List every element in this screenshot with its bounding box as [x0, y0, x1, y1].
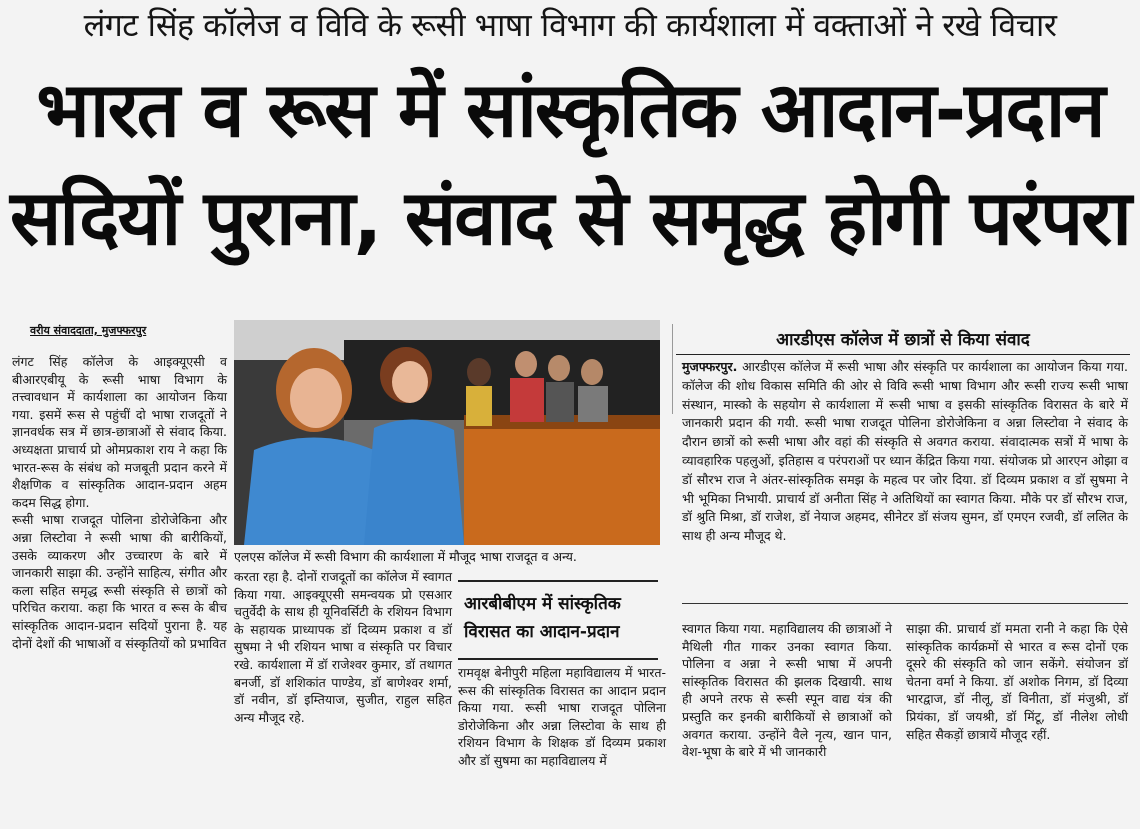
byline: वरीय संवाददाता, मुजफ्फरपुर: [30, 324, 147, 337]
section-divider: [682, 603, 1128, 604]
paragraph: करता रहा है. दोनों राजदूतों का कॉलेज में स्वागत किया गया. आइक्यूएसी समन्वयक प्रो एसआर चतुर्वेदी के साथ ही यूनिवर्सिटी के रशियन विभाग के सहायक प्राध्यापक डॉ दिव्यम प्रकाश व डॉ सुषमा ने भी रशियन भाषा व संस्कृति पर विचार रखे. कार्यशाला में डॉ राजेश्वर कुमार, डॉ तथागत बनर्जी, डॉ शशिकांत पाण्डेय, डॉ बाणेश्वर शर्मा, डॉ नवीन, डॉ इम्तियाज, सुजीत, राहुल सहित अन्य मौजूद रहे.: [234, 569, 452, 725]
kicker-headline: लंगट सिंह कॉलेज व विवि के रूसी भाषा विभाग की कार्यशाला में वक्ताओं ने रखे विचार: [83, 6, 1057, 44]
paragraph: साझा की. प्राचार्य डॉ ममता रानी ने कहा कि ऐसे सांस्कृतिक कार्यक्रमों से भारत व रूस दोनों एक दूसरे की संस्कृति को जान सकेंगे. संयोजन डॉ चेतना वर्मा ने किया. डॉ अशोक निगम, डॉ दिव्या भारद्वाज, डॉ नीलू, डॉ विनीता, डॉ मंजुश्री, डॉ प्रियंका, डॉ जयश्री, डॉ मिंटू, डॉ नीलेश लोधी सहित सैकड़ों छात्रायें मौजूद रहीं.: [906, 621, 1128, 742]
article-column-1: [12, 353, 227, 652]
side-story-body: [682, 358, 1128, 546]
news-photo: [234, 320, 660, 545]
article-column-3: [458, 664, 666, 770]
paragraph: आरडीएस कॉलेज में रूसी भाषा और संस्कृति पर कार्यशाला का आयोजन किया गया. कॉलेज की शोध विकास समिति की ओर से विवि रूसी भाषा विभाग और रूसी राज्य रूसी भाषा संस्थान, मास्को के सहयोग से कार्यशाला में रूसी भाषा व इसकी सांस्कृतिक विरासत के बारे में जानकारी प्रदान की गयी. रूसी भाषा राजदूत पोलिना डोरोजेकिना व अन्ना लिस्टोवा ने संवाद के दौरान छात्रों को रूसी भाषा और वहां की संस्कृति से अवगत कराया. संवादात्मक सत्रों में भाषा के व्यावहारिक पहलुओं, इतिहास व परंपराओं पर ध्यान केंद्रित किया गया. संयोजक प्रो आरएन ओझा व डॉ सौरभ राज ने अंतर-सांस्कृतिक समझ के महत्व पर जोर दिया. डॉ दिव्यम प्रकाश व डॉ सुषमा ने भी भूमिका निभायी. प्राचार्य डॉ अनीता सिंह ने अतिथियों का स्वागत किया. मौके पर डॉ सौरभ राज, डॉ श्रुति मिश्रा, डॉ राजेश, डॉ नेयाज अहमद, सीनेटर डॉ संजय सुमन, डॉ एमएन रजवी, डॉ ललित के साथ ही अन्य मौजूद थे.: [682, 359, 1128, 544]
main-headline-line-1: भारत व रूस में सांस्कृतिक आदान-प्रदान: [36, 65, 1104, 154]
main-headline-line-2: सदियों पुराना, संवाद से समृद्ध होगी परंपरा: [10, 173, 1130, 262]
photo-illustration: [234, 320, 660, 545]
article-column-2: [234, 568, 452, 726]
side-story-headline: आरडीएस कॉलेज में छात्रों से किया संवाद: [676, 326, 1130, 355]
article-column-5: [682, 620, 892, 761]
paragraph: रामवृक्ष बेनीपुरी महिला महाविद्यालय में भारत-रूस की सांस्कृतिक विरासत का आदान प्रदान किया गया. रूसी भाषा राजदूत पोलिना डोरोजेकिना और अन्ना लिस्टोवा के साथ ही रशियन विभाग के शिक्षक डॉ दिव्यम प्रकाश और डॉ सुषमा का महाविद्यालय में: [458, 665, 666, 768]
article-column-6: [906, 620, 1128, 743]
paragraph: लंगट सिंह कॉलेज के आइक्यूएसी व बीआरएबीयू के रूसी भाषा विभाग के तत्त्वावधान में कार्यशाला का आयोजन किया गया. इसमें रूस से पहुंचीं दो भाषा राजदूतों ने ज्ञानवर्धक सत्र में छात्र-छात्राओं से संवाद किया. अध्यक्षता प्राचार्य प्रो ओमप्रकाश राय ने कहा कि भारत-रूस के संबंध को मजबूती प्रदान करने में शैक्षणिक व सांस्कृतिक आदान-प्रदान अहम कदम सिद्ध होगा.: [12, 354, 227, 510]
photo-caption: एलएस कॉलेज में रूसी विभाग की कार्यशाला में मौजूद भाषा राजदूत व अन्य.: [234, 549, 577, 564]
sub-story-headline: आरबीबीएम में सांस्कृतिक विरासत का आदान-प्रदान: [458, 580, 658, 660]
column-rule: [672, 324, 673, 414]
dateline: मुजफ्फरपुर.: [682, 359, 738, 374]
paragraph: स्वागत किया गया. महाविद्यालय की छात्राओं ने मैथिली गीत गाकर उनका स्वागत किया. पोलिना व अन्ना ने रूसी भाषा में अपनी सांस्कृतिक विरासत की झलक दिखायी. साथ ही अपने तरफ से रूसी स्पून वाद्य यंत्र की प्रस्तुति कर इनकी बारीकियों से छात्राओं को अवगत कराया. उन्होंने वैले नृत्य, खान पान, वेश-भूषा के बारे में भी जानकारी: [682, 621, 892, 760]
paragraph: रूसी भाषा राजदूत पोलिना डोरोजेकिना और अन्ना लिस्टोवा ने रूसी भाषा की बारीकियों, उसके व्याकरण और उच्चारण के बारे में जानकारी साझा की. उन्होंने साहित्य, संगीत और कला सहित समृद्ध रूसी संस्कृति से छात्रों को परिचित कराया. कहा कि भारत व रूस के बीच सांस्कृतिक आदान-प्रदान सदियों पुराना है. यह दोनों देशों की भाषाओं व संस्कृतियों को प्रभावित: [12, 512, 227, 651]
